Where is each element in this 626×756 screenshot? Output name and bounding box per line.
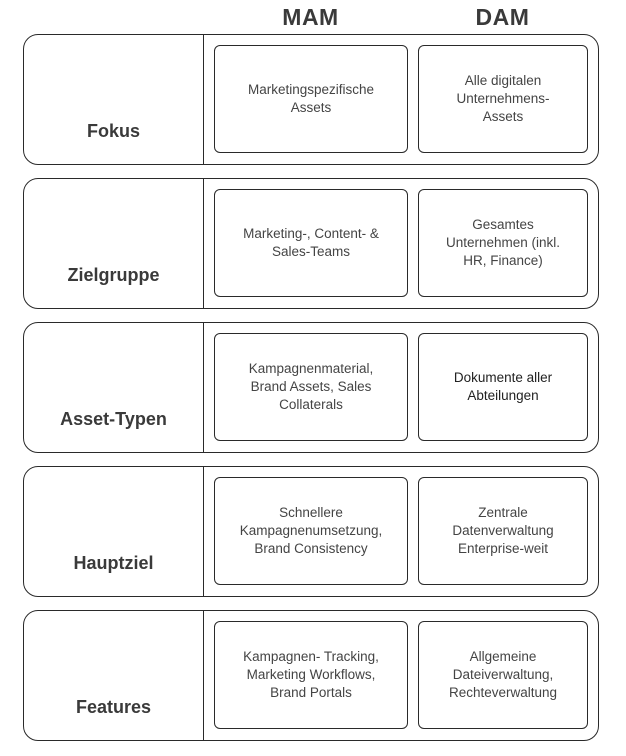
mam-cell [214, 333, 408, 441]
dam-cell-text: Zentrale Datenverwaltung Enterprise-weit [452, 505, 554, 556]
comparison-row-features [23, 610, 599, 741]
row-label: Hauptziel [73, 553, 154, 573]
mam-cell [214, 621, 408, 729]
dam-cell [418, 45, 588, 153]
comparison-row-hauptziel [23, 466, 599, 597]
row-divider [203, 323, 204, 452]
row-divider [203, 611, 204, 740]
mam-cell [214, 45, 408, 153]
comparison-row-asset-typen [23, 322, 599, 453]
mam-cell-text: Schnellere Kampagnenumsetzung, Brand Consistency [239, 505, 383, 556]
row-label: Features [75, 697, 152, 717]
mam-cell-text: Marketing-, Content- & Sales-Teams [243, 226, 379, 259]
mam-column-header: MAM [282, 4, 339, 30]
dam-cell [418, 189, 588, 297]
mam-cell-text: Marketingspezifische Assets [247, 82, 375, 115]
comparison-row-zielgruppe [23, 178, 599, 309]
dam-cell-text: Alle digitalen Unternehmens- Assets [456, 73, 550, 124]
mam-cell [214, 189, 408, 297]
row-divider [203, 179, 204, 308]
mam-cell-text: Kampagnenmaterial, Brand Assets, Sales Collaterals [248, 361, 374, 412]
mam-cell [214, 477, 408, 585]
dam-cell [418, 333, 588, 441]
dam-cell [418, 477, 588, 585]
row-divider [203, 467, 204, 596]
row-label: Fokus [86, 121, 140, 141]
dam-cell-text: Dokumente aller Abteilungen [453, 370, 553, 403]
mam-cell-text: Kampagnen- Tracking, Marketing Workflows, Brand Portals [243, 649, 379, 700]
row-label: Zielgruppe [67, 265, 160, 285]
comparison-row-fokus [23, 34, 599, 165]
row-label: Asset-Typen [60, 409, 167, 429]
dam-column-header: DAM [475, 4, 530, 30]
row-divider [203, 35, 204, 164]
dam-cell-text: Gesamtes Unternehmen (inkl. HR, Finance) [445, 217, 561, 268]
dam-cell-text: Allgemeine Dateiverwaltung, Rechteverwaltung [448, 649, 558, 700]
dam-cell [418, 621, 588, 729]
